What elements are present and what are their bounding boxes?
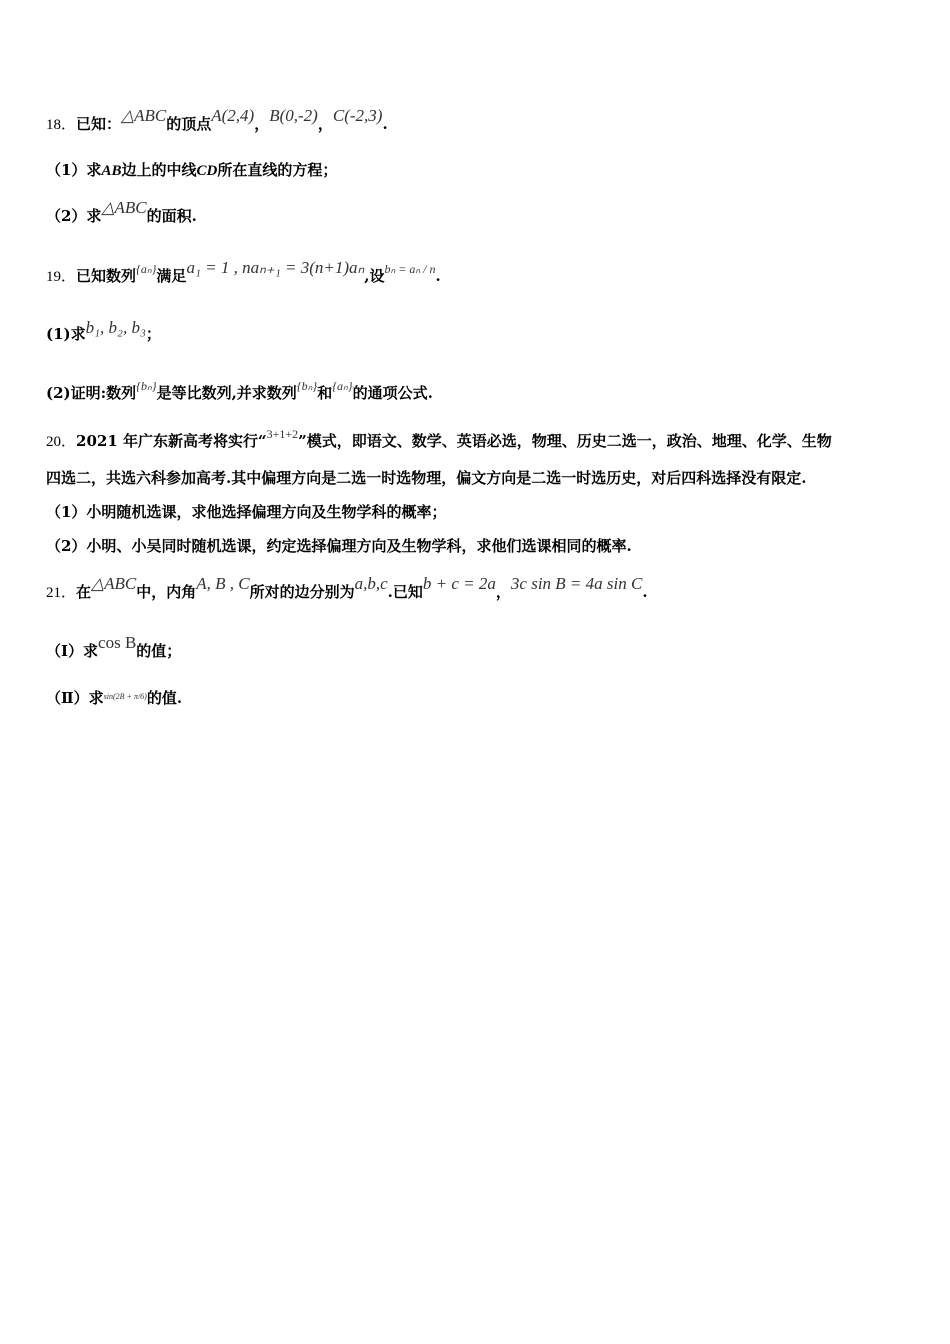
problem-number: 20． [46, 434, 77, 450]
math-angles: A, B , C [196, 574, 250, 593]
math-point-c: C(-2,3) [332, 106, 383, 125]
text: ； [145, 325, 161, 343]
math-b-definition: bₙ = aₙ / n [384, 262, 436, 276]
text: . [382, 115, 388, 133]
math-point-a: A(2,4) [211, 106, 255, 125]
math-equation-1: b + c = 2a [422, 574, 496, 593]
text: （1）小明随机选课，求他选择偏理方向及生物学科的概率； [46, 503, 447, 521]
text: . [435, 267, 441, 285]
problem-number: 18． [46, 117, 77, 133]
problem-19-part-2 [46, 379, 916, 404]
text: ”模式，即语文、数学、英语必选，物理、历史二选一，政治、地理、化学、生物 [298, 432, 832, 450]
problem-18-part-1 [46, 160, 916, 181]
problem-18-stem [46, 106, 916, 135]
text: . [642, 583, 648, 601]
text: 的顶点 [166, 115, 212, 133]
text: 2021 年广东新高考将实行“ [76, 432, 267, 450]
math-seq-b: {bₙ} [296, 379, 318, 393]
text: 和 [317, 384, 333, 402]
math-formula: 3+1+2 [266, 427, 299, 441]
math-seq-a: {aₙ} [332, 379, 353, 393]
text: 已知数列 [76, 267, 137, 285]
problem-19-stem [46, 258, 916, 287]
problem-20-stem-line-2 [46, 468, 916, 488]
problem-18-part-2 [46, 198, 916, 226]
text: .已知 [387, 583, 423, 601]
text: （Ⅰ）求 [46, 642, 99, 660]
math-triangle: △ABC [91, 574, 137, 593]
math-sin-expression: sin(2B + π/6) [103, 692, 147, 701]
problem-20-stem-line-1 [46, 427, 916, 452]
text: 四选二，共选六科参加高考.其中偏理方向是二选一时选物理，偏文方向是二选一时选历史，对后四科选择没有限定. [46, 469, 807, 487]
text: 所对的边分别为 [249, 583, 355, 601]
text: ,设 [364, 267, 385, 285]
math-point-b: B(0,-2) [269, 106, 318, 125]
text: 的面积. [146, 207, 197, 225]
text: （1）求 [46, 161, 102, 179]
problem-number: 19． [46, 269, 77, 285]
text: 是等比数列,并求数列 [156, 384, 297, 402]
problem-21-part-2 [46, 688, 916, 711]
math-sides: a,b,c [354, 574, 388, 593]
math-seq-a: {aₙ} [136, 262, 157, 276]
text: ， [495, 583, 511, 601]
math-triangle: △ABC [121, 106, 167, 125]
text: （Ⅱ）求 [46, 689, 104, 707]
problem-21-part-1 [46, 633, 916, 661]
text: 在 [76, 583, 92, 601]
text: 边上的中线 [121, 161, 197, 179]
text: 已知： [76, 115, 122, 133]
math-seq-b: {bₙ} [136, 379, 157, 393]
problem-20-part-1 [46, 502, 916, 522]
math-recurrence: a₁ = 1 , naₙ₊₁ = 3(n+1)aₙ [186, 258, 365, 277]
text: 满足 [156, 267, 187, 285]
text: 的值. [146, 689, 183, 707]
problem-19-part-1 [46, 318, 916, 344]
text: 所在直线的方程； [217, 161, 338, 179]
math-terms: b₁, b₂, b₃ [85, 318, 146, 337]
segment-cd: CD [196, 163, 218, 179]
text: 的通项公式. [352, 384, 433, 402]
text: (1)求 [46, 325, 86, 343]
text: 中，内角 [136, 583, 197, 601]
segment-ab: AB [101, 163, 122, 179]
math-triangle: △ABC [101, 198, 147, 217]
math-cos-b: cos B [98, 633, 137, 652]
math-equation-2: 3c sin B = 4a sin C [510, 574, 643, 593]
text: ， [317, 115, 333, 133]
problem-number: 21． [46, 585, 77, 601]
text: ， [254, 115, 270, 133]
text: （2）求 [46, 207, 102, 225]
text: (2)证明:数列 [46, 384, 137, 402]
problem-21-stem [46, 574, 916, 603]
problem-20-part-2 [46, 536, 916, 556]
text: 的值； [136, 642, 182, 660]
text: （2）小明、小吴同时随机选课，约定选择偏理方向及生物学科，求他们选课相同的概率. [46, 537, 632, 555]
